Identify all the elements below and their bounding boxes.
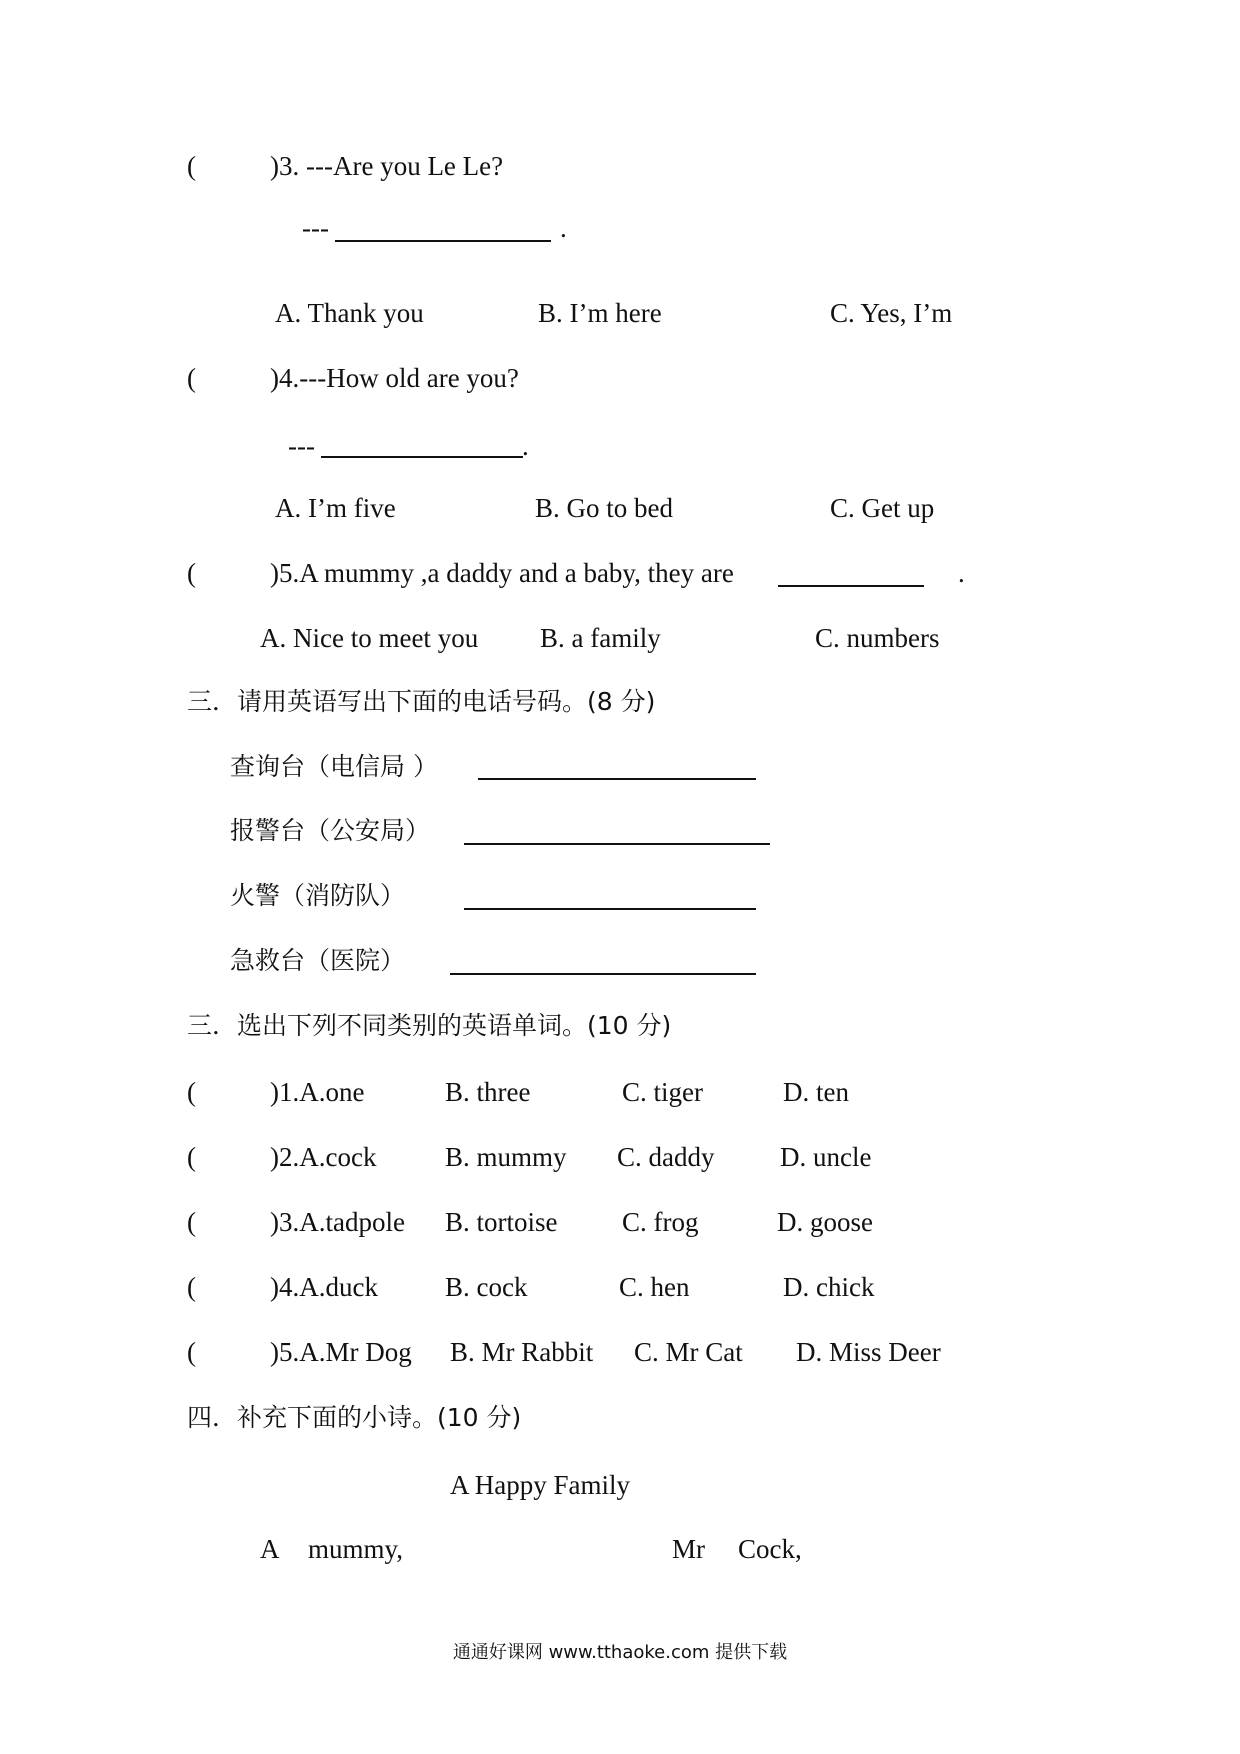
q4-option-a: A. I’m five (275, 493, 396, 523)
section-phone-heading: 三．请用英语写出下面的电话号码。(8 分) (187, 687, 656, 716)
poem-line1-right-b: Cock, (738, 1534, 802, 1564)
odd-row-3-a: )3.A.tadpole (270, 1207, 405, 1237)
odd-row-2-a: )2.A.cock (270, 1142, 377, 1172)
q3-option-b: B. I’m here (538, 298, 662, 328)
odd-row-1-d: D. ten (783, 1077, 849, 1107)
odd-row-1-paren: ( (187, 1077, 196, 1107)
odd-row-4-d: D. chick (783, 1272, 875, 1302)
q5-stem-suffix: . (958, 558, 965, 588)
q5-option-b: B. a family (540, 623, 661, 653)
odd-row-5-b: B. Mr Rabbit (450, 1337, 594, 1367)
odd-row-2-d: D. uncle (780, 1142, 872, 1172)
phone-item-ambulance: 急救台（医院） (230, 946, 406, 975)
q5-answer-blank[interactable] (778, 585, 924, 587)
odd-row-1-a: )1.A.one (270, 1077, 365, 1107)
phone-item-police: 报警台（公安局） (230, 816, 431, 845)
section-poem-heading: 四．补充下面的小诗。(10 分) (187, 1403, 522, 1432)
q3-answer-suffix: . (560, 213, 567, 243)
q3-option-a: A. Thank you (275, 298, 424, 328)
q4-answer-suffix: . (522, 431, 529, 461)
odd-row-4-paren: ( (187, 1272, 196, 1302)
q5-stem: )5.A mummy ,a daddy and a baby, they are (270, 558, 734, 588)
odd-row-2-paren: ( (187, 1142, 196, 1172)
odd-row-5-d: D. Miss Deer (796, 1337, 941, 1367)
q4-paren: ( (187, 363, 196, 393)
odd-row-1-c: C. tiger (622, 1077, 703, 1107)
q5-option-c: C. numbers (815, 623, 940, 653)
poem-title: A Happy Family (450, 1470, 630, 1500)
q5-paren: ( (187, 558, 196, 588)
q3-paren: ( (187, 151, 196, 181)
q3-answer-blank[interactable] (335, 240, 551, 242)
q4-answer-prefix: --- (288, 431, 315, 461)
odd-row-5-a: )5.A.Mr Dog (270, 1337, 412, 1367)
odd-row-2-c: C. daddy (617, 1142, 715, 1172)
phone-blank-police[interactable] (464, 843, 770, 845)
phone-blank-ambulance[interactable] (450, 973, 756, 975)
odd-row-4-b: B. cock (445, 1272, 528, 1302)
q3-answer-prefix: --- (302, 213, 329, 243)
odd-row-4-c: C. hen (619, 1272, 690, 1302)
odd-row-1-b: B. three (445, 1077, 531, 1107)
footer-credit: 通通好课网 www.tthaoke.com 提供下载 (452, 1642, 788, 1663)
poem-line1-left-a: A (260, 1534, 280, 1564)
q5-option-a: A. Nice to meet you (260, 623, 479, 653)
phone-blank-inquiry[interactable] (478, 778, 756, 780)
q3-stem: )3. ---Are you Le Le? (270, 151, 504, 181)
q4-stem: )4.---How old are you? (270, 363, 519, 393)
odd-row-4-a: )4.A.duck (270, 1272, 378, 1302)
phone-item-fire: 火警（消防队） (230, 881, 406, 910)
odd-row-3-paren: ( (187, 1207, 196, 1237)
q4-option-b: B. Go to bed (535, 493, 673, 523)
odd-row-3-d: D. goose (777, 1207, 873, 1237)
q4-option-c: C. Get up (830, 493, 935, 523)
odd-row-2-b: B. mummy (445, 1142, 567, 1172)
q3-option-c: C. Yes, I’m (830, 298, 953, 328)
phone-blank-fire[interactable] (464, 908, 756, 910)
odd-row-5-paren: ( (187, 1337, 196, 1367)
section-odd-heading: 三．选出下列不同类别的英语单词。(10 分) (187, 1011, 672, 1040)
odd-row-3-b: B. tortoise (445, 1207, 558, 1237)
q4-answer-blank[interactable] (321, 456, 523, 458)
poem-line1-right-a: Mr (672, 1534, 705, 1564)
phone-item-inquiry: 查询台（电信局 ） (230, 752, 438, 781)
poem-line1-left-b: mummy, (308, 1534, 404, 1564)
odd-row-5-c: C. Mr Cat (634, 1337, 743, 1367)
odd-row-3-c: C. frog (622, 1207, 699, 1237)
